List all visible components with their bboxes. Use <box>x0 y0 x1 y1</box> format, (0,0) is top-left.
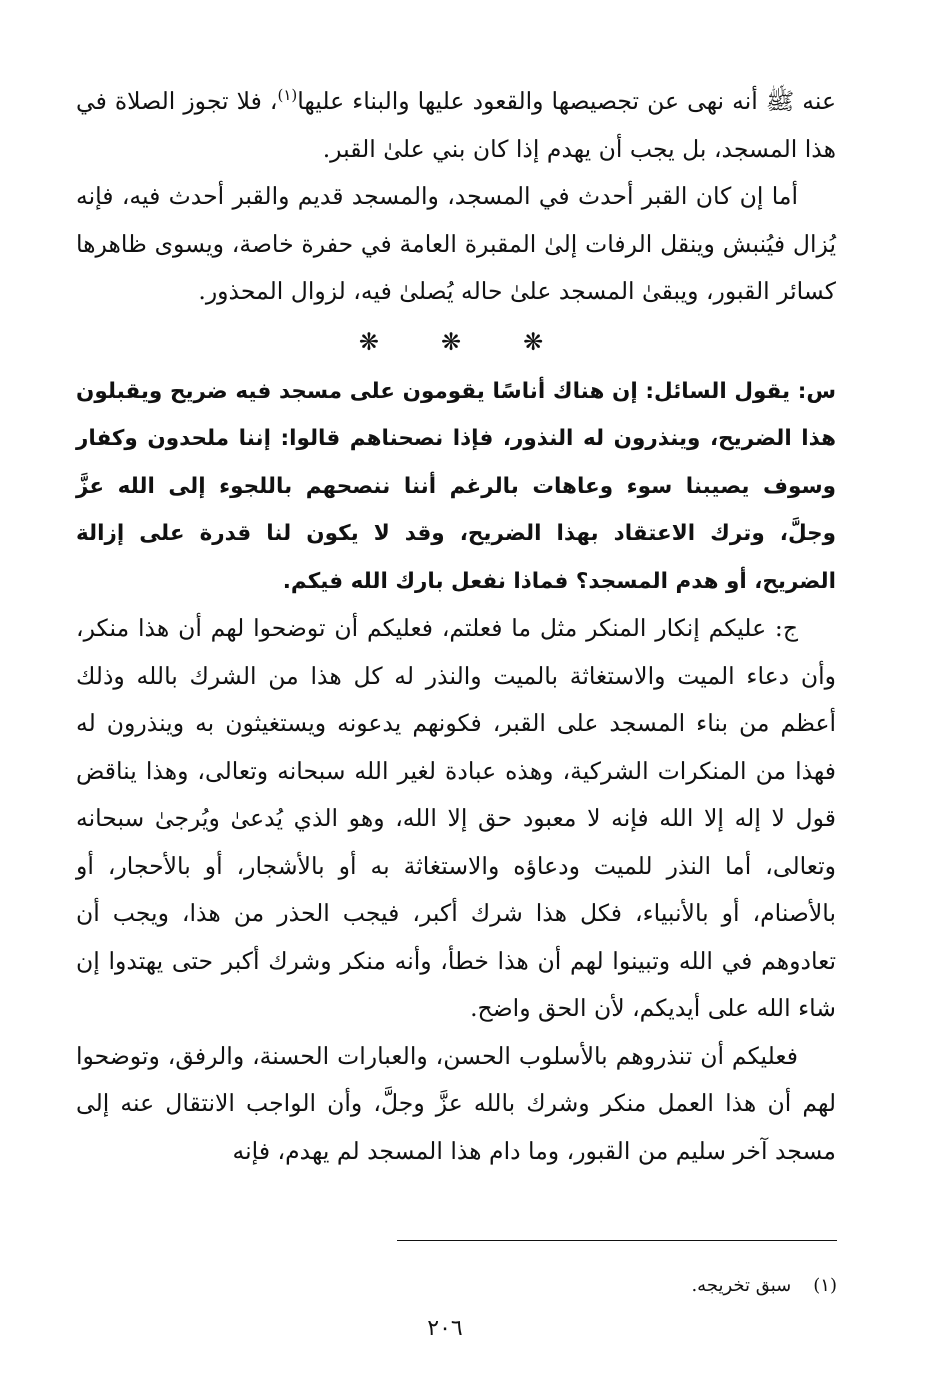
question-paragraph: س: يقول السائل: إن هناك أناسًا يقومون على مسجد فيه ضريح ويقبلون هذا الضريح، وينذرون له النذور، فإذا نصحناهم قالوا: إننا ملحدون وكفار وسوف يصيبنا سوء وعاهات بالرغم أننا ننصحهم باللجوء إلى الله عزَّ وجلَّ، وترك الاعتقاد بهذا الضريح، وقد لا يكون لنا قدرة على إزالة الضريح، أو هدم المسجد؟ فماذا نفعل بارك الله فيكم. <box>76 378 836 594</box>
separator-star-icon: ❋ <box>358 327 379 356</box>
answer-paragraph-2: فعليكم أن تنذروهم بالأسلوب الحسن، والعبارات الحسنة، والرفق، وتوضحوا لهم أن هذا العمل منكر وشرك بالله عزَّ وجلَّ، وأن الواجب الانتقال عنه إلى مسجد آخر سليم من القبور، وما دام هذا المسجد لم يهدم، فإنه <box>76 1041 836 1165</box>
footnote <box>691 1272 837 1300</box>
footnote-divider <box>397 1240 837 1241</box>
page-body <box>76 78 836 1175</box>
page-number: ٢٠٦ <box>427 1316 463 1341</box>
paragraph-2: أما إن كان القبر أحدث في المسجد، والمسجد قديم والقبر أحدث فيه، فإنه يُزال فيُنبش وينقل الرفات إلىٰ المقبرة العامة في حفرة خاصة، ويسوى ظاهرها كسائر القبور، ويبقىٰ المسجد علىٰ حاله يُصلىٰ فيه، لزوال المحذور. <box>76 182 836 305</box>
paragraph-1 <box>76 78 836 173</box>
footnote-reference: (١) <box>277 86 298 105</box>
footnote-marker: (١) <box>813 1275 837 1296</box>
paragraph-1-text: عنه ﷺ أنه نهى عن تجصيصها والقعود عليها والبناء عليها <box>297 87 836 115</box>
answer-paragraph-1: ج: عليكم إنكار المنكر مثل ما فعلتم، فعليكم أن توضحوا لهم أن هذا منكر، وأن دعاء الميت والاستغاثة بالميت والنذر له كل هذا من الشرك بالله وذلك أعظم من بناء المسجد على القبر، فكونهم يدعونه ويستغيثون به وينذرون له فهذا من المنكرات الشركية، وهذه عبادة لغير الله سبحانه وتعالى، وهذا يناقض قول لا إله إلا الله فإنه لا معبود حق إلا الله، وهو الذي يُدعىٰ ويُرجىٰ سبحانه وتعالى، أما النذر للميت ودعاؤه والاستغاثة به أو بالأشجار، أو بالأحجار، أو بالأصنام، أو بالأنبياء، فكل هذا شرك أكبر، فيجب الحذر من هذا، ويجب أن تعادوهم في الله وتبينوا لهم أن هذا خطأ، وأنه منكر وشرك أكبر حتى يهتدوا إن شاء الله على أيديكم، لأن الحق واضح. <box>76 614 836 1022</box>
paragraph-1-text-after: ، فلا تجوز الصلاة في هذا المسجد، بل يجب أن يهدم إذا كان بني علىٰ القبر. <box>76 87 836 163</box>
section-separator <box>76 316 826 368</box>
separator-star-icon: ❋ <box>523 327 544 356</box>
separator-star-icon: ❋ <box>440 327 462 356</box>
footnote-text: سبق تخريجه. <box>691 1275 792 1296</box>
